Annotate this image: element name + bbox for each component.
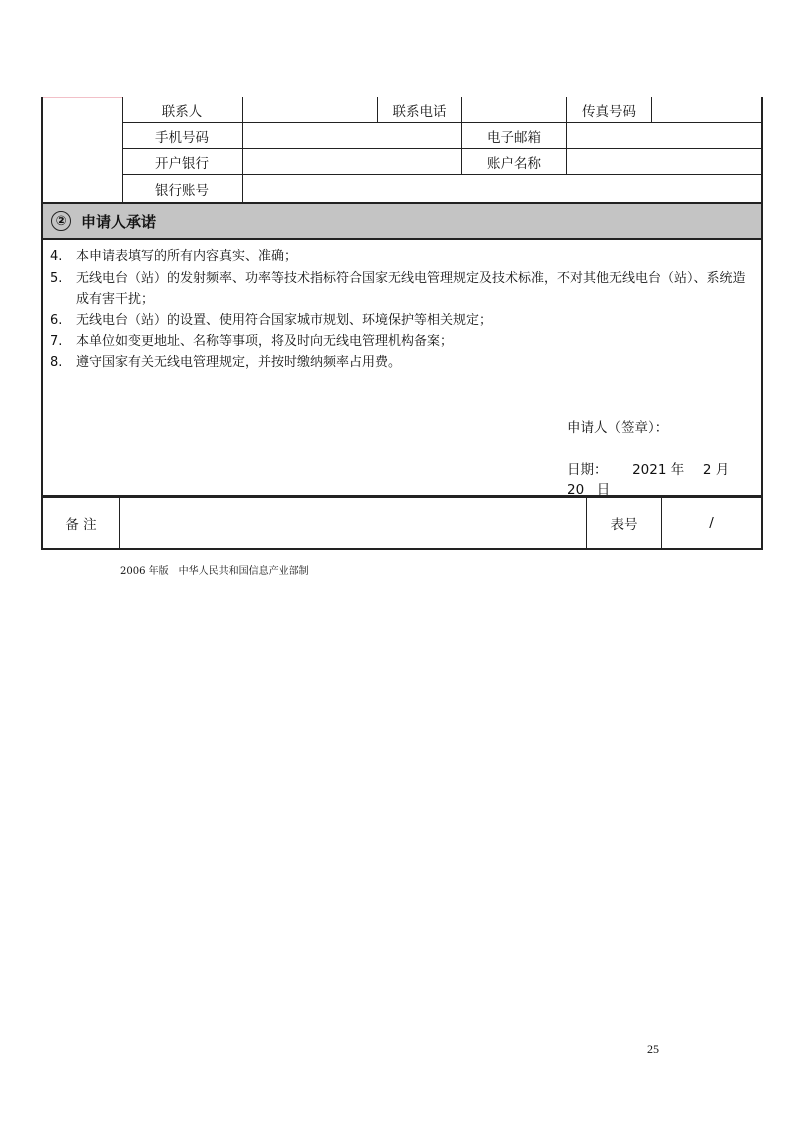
account-number-label: 银行账号 — [122, 175, 243, 202]
remarks-row — [41, 498, 763, 550]
date-month[interactable]: 2 — [702, 462, 712, 478]
contact-phone-field[interactable] — [462, 97, 567, 122]
account-number-field[interactable] — [243, 175, 763, 202]
date-label: 日期： — [567, 462, 608, 478]
form-number-label: 表号 — [587, 498, 662, 548]
contact-row-2 — [122, 123, 761, 149]
commitment-text: 遵守国家有关无线电管理规定，并按时缴纳频率占用费。 — [76, 355, 402, 370]
account-name-field[interactable] — [567, 149, 763, 174]
commitment-text: 无线电台（站）的发射频率、功率等技术指标符合国家无线电管理规定及技术标准，不对其他无线电台（站）、系统造成有害干扰； — [76, 271, 746, 307]
commitment-number: 7. — [50, 334, 63, 349]
page-number: 25 — [647, 1042, 659, 1056]
date-year[interactable]: 2021 — [632, 462, 667, 478]
bank-label: 开户银行 — [122, 149, 243, 174]
section-title: 申请人承诺 — [81, 212, 157, 231]
commitment-number: 6. — [50, 313, 63, 328]
applicant-signature-label: 申请人（签章）： — [567, 420, 669, 436]
commitment-number: 8. — [50, 355, 63, 370]
form-number-value: / — [709, 515, 714, 531]
commitment-text: 本申请表填写的所有内容真实、准确； — [76, 249, 298, 264]
remarks-label: 备 注 — [43, 498, 120, 548]
mobile-label: 手机号码 — [122, 123, 243, 148]
commitment-text: 无线电台（站）的设置、使用符合国家城市规划、环境保护等相关规定； — [76, 313, 493, 328]
date-day-unit: 日 — [596, 482, 611, 498]
contact-left-column — [43, 97, 123, 202]
email-field[interactable] — [567, 123, 763, 148]
date-year-unit: 年 — [670, 462, 685, 478]
date-line — [567, 458, 761, 498]
section-header — [41, 202, 763, 240]
commitment-number: 4. — [50, 249, 63, 264]
bank-field[interactable] — [243, 149, 462, 174]
mobile-field[interactable] — [243, 123, 462, 148]
contact-row-4 — [122, 175, 761, 202]
commitment-section — [41, 240, 763, 498]
contact-person-label: 联系人 — [122, 97, 243, 122]
edition-note: 2006 年版 中华人民共和国信息产业部制 — [120, 566, 309, 577]
contact-row-1 — [122, 97, 761, 123]
contact-row-3 — [122, 149, 761, 175]
contact-phone-label: 联系电话 — [378, 97, 462, 122]
section-number: ② — [51, 211, 71, 231]
date-month-unit: 月 — [715, 462, 730, 478]
commitment-text: 本单位如变更地址、名称等事项，将及时向无线电管理机构备案； — [76, 334, 454, 349]
account-name-label: 账户名称 — [462, 149, 567, 174]
fax-field[interactable] — [652, 97, 763, 122]
date-day[interactable]: 20 — [567, 482, 585, 498]
contact-table — [41, 97, 763, 202]
email-label: 电子邮箱 — [462, 123, 567, 148]
contact-person-field[interactable] — [243, 97, 378, 122]
commitment-number: 5. — [50, 271, 63, 286]
remarks-field[interactable] — [120, 498, 587, 548]
fax-label: 传真号码 — [567, 97, 652, 122]
